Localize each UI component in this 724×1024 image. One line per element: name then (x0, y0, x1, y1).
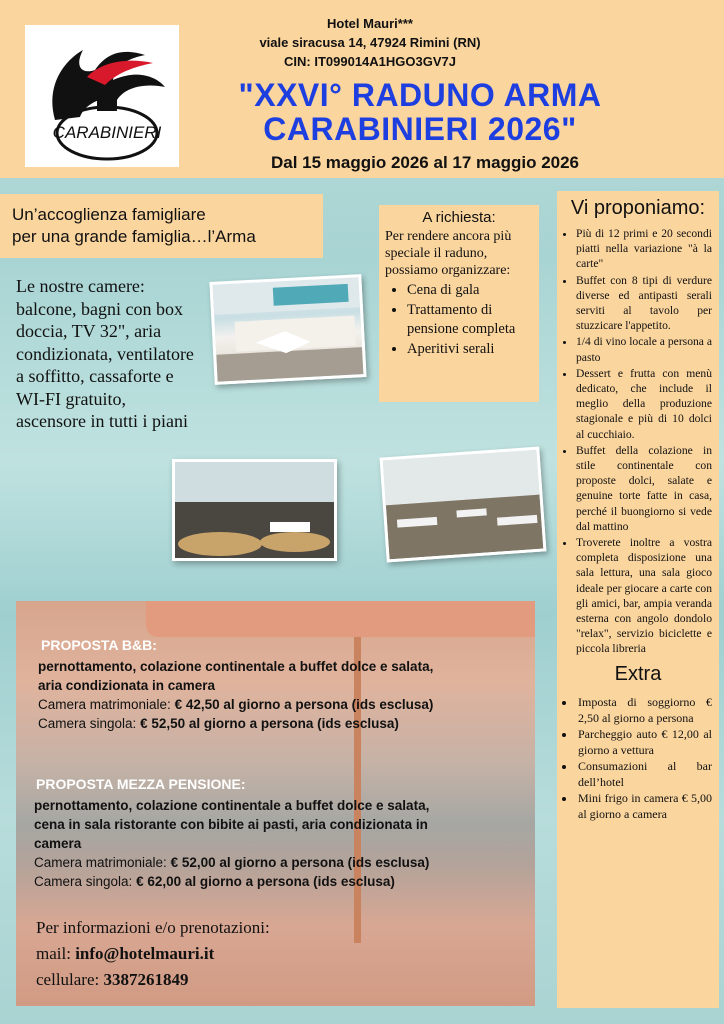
extra-title: Extra (614, 662, 662, 685)
event-dates: Dal 15 maggio 2026 al 17 maggio 2026 (270, 153, 580, 172)
bb-desc-1: pernottamento, colazione continentale a buffet dolce e salata, (38, 659, 434, 674)
list-item: • 1/4 di vino locale a persona a pasto (576, 334, 712, 364)
contact-info (36, 915, 366, 993)
on-request-list (385, 281, 533, 359)
on-request-title: A richiesta: (422, 209, 496, 226)
proposals-title: Vi proponiamo: (570, 197, 706, 219)
list-item: • Consumazioni al bar dell’hotel (576, 758, 712, 790)
contact-phone (36, 967, 366, 993)
hotel-address: viale siracusa 14, 47924 Rimini (RN) (259, 35, 481, 50)
extra-list (564, 694, 712, 822)
list-item: • Parcheggio auto € 12,00 al giorno a vettura (576, 726, 712, 758)
phone-label: cellulare: (36, 970, 100, 989)
bb-double-label: Camera matrimoniale: (38, 697, 171, 712)
bb-desc-2: aria condizionata in camera (38, 678, 216, 693)
mail-label: mail: (36, 944, 71, 963)
on-request-box (379, 205, 539, 402)
phone-number[interactable]: 3387261849 (103, 970, 189, 989)
list-item: • Mini frigo in camera € 5,00 al giorno a camera (576, 790, 712, 822)
welcome-box (0, 194, 323, 258)
umbrella-icon (146, 601, 535, 637)
list-item: • Troverete inoltre a vostra completa disposizione una sala lettura, una sala gioco ideale per giocare a carte con gli amici, bar, ampia veranda esterna con angolo dondolo "relax", servizio biciclette e piccola libreria (576, 535, 712, 657)
list-item: • Aperitivi serali (407, 340, 533, 359)
list-item: • Cena di gala (407, 281, 533, 300)
bb-double-price: € 42,50 al giorno a persona (ids esclusa) (174, 697, 434, 712)
rooms-description: Le nostre camere: balcone, bagni con box doccia, TV 32", aria condizionata, ventilatore a soffitto, cassaforte e WI-FI gratuito, ascensore in tutti i piani (16, 276, 194, 431)
table-photo (172, 459, 337, 561)
list-item: • Dessert e frutta con menù dedicato, che include il meglio della produzione stagionale e più di 10 dolci al cucchiaio. (576, 366, 712, 442)
contact-intro: Per informazioni e/o prenotazioni: (36, 918, 270, 937)
proposals-list (564, 226, 712, 657)
list-item: • Più di 12 primi e 20 secondi piatti nella variazione "à la carte" (576, 226, 712, 272)
list-item: • Buffet della colazione in stile continentale con proposte dolci, salate e genuine torte fatte in casa, perché il buongiorno si vede dal mattino (576, 443, 712, 534)
bb-single (38, 714, 399, 733)
umbrella-pole (354, 637, 361, 943)
half-board-desc-2: cena in sala ristorante con bibite ai pasti, aria condizionata in (34, 817, 428, 832)
page-title (190, 78, 650, 146)
title-line-2: CARABINIERI 2026" (263, 111, 577, 147)
half-board-single-price: € 62,00 al giorno a persona (ids esclusa) (136, 874, 395, 889)
list-item: • Buffet con 8 tipi di verdure diverse ed antipasti serali serviti al tavolo per stuzzicare l'appetito. (576, 273, 712, 334)
half-board-double (34, 853, 429, 872)
half-board-desc-3: camera (34, 836, 82, 851)
half-board-label: PROPOSTA MEZZA PENSIONE: (36, 776, 246, 792)
contact-mail (36, 941, 366, 967)
welcome-line-2: per una grande famiglia…l’Arma (12, 227, 256, 246)
on-request-intro: Per rendere ancora più speciale il raduno, possiamo organizzare: (385, 229, 512, 278)
half-board-double-price: € 52,00 al giorno a persona (ids esclusa) (170, 855, 430, 870)
half-board-double-label: Camera matrimoniale: (34, 855, 167, 870)
dining-room-photo (380, 447, 547, 563)
logo-text: CARABINIERI (52, 123, 162, 142)
flame-grenade-icon (25, 25, 179, 167)
proposals-column (557, 191, 719, 1008)
hotel-info (230, 14, 510, 71)
bb-label: PROPOSTA B&B: (41, 637, 157, 653)
half-board-single-label: Camera singola: (34, 874, 133, 889)
hotel-name: Hotel Mauri*** (327, 16, 413, 31)
half-board-desc-1: pernottamento, colazione continentale a buffet dolce e salata, (34, 798, 430, 813)
list-item: • Trattamento di pensione completa (407, 301, 533, 339)
title-line-1: "XXVI° RADUNO ARMA (238, 77, 602, 113)
room-photo (209, 274, 366, 385)
list-item: • Imposta di soggiorno € 2,50 al giorno a persona (576, 694, 712, 726)
mail-link[interactable]: info@hotelmauri.it (75, 944, 215, 963)
bb-double (38, 695, 433, 714)
carabinieri-logo (25, 25, 179, 167)
bb-single-price: € 52,50 al giorno a persona (ids esclusa) (140, 716, 399, 731)
half-board-single (34, 872, 395, 891)
bb-single-label: Camera singola: (38, 716, 137, 731)
hotel-cin: CIN: IT099014A1HGO3GV7J (284, 54, 456, 69)
welcome-line-1: Un’accoglienza famigliare (12, 205, 206, 224)
